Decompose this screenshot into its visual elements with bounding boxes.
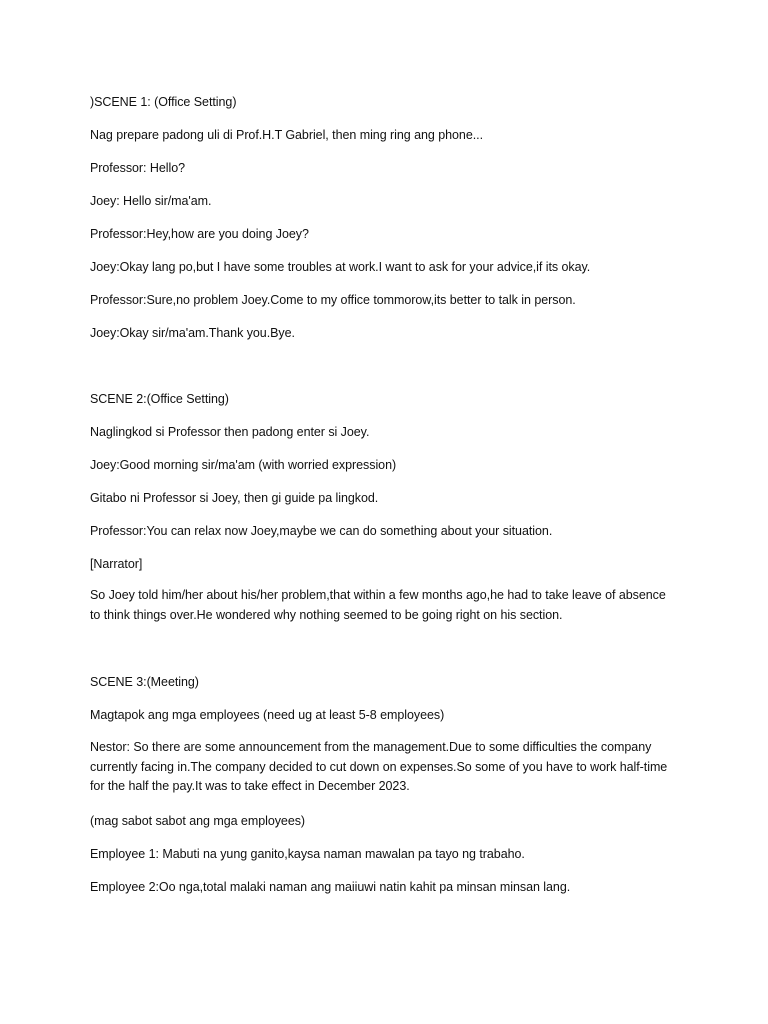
- scene-2-line-4: Professor:You can relax now Joey,maybe we can do something about your situation.: [90, 524, 553, 538]
- scene-2-heading: SCENE 2:(Office Setting): [90, 392, 229, 406]
- scene-3-line-3: (mag sabot sabot ang mga employees): [90, 814, 306, 828]
- scene-3-announcement-paragraph: Nestor: So there are some announcement from the management.Due to some difficulties the company currently facing in.The company decided to cut down on expenses.So some of you have to work half-time for the half the pay.It was to take effect in December 2023.: [90, 740, 668, 793]
- scene-3-line-5: Employee 2:Oo nga,total malaki naman ang maiiuwi natin kahit pa minsan minsan lang.: [90, 880, 571, 894]
- scene-1-line-1: Nag prepare padong uli di Prof.H.T Gabriel, then ming ring ang phone...: [90, 128, 483, 142]
- scene-1-line-6: Professor:Sure,no problem Joey.Come to my office tommorow,its better to talk in person.: [90, 293, 576, 307]
- scene-1-line-7: Joey:Okay sir/ma'am.Thank you.Bye.: [90, 326, 295, 340]
- scene-1-heading: )SCENE 1: (Office Setting): [90, 95, 237, 109]
- scene-1-line-5: Joey:Okay lang po,but I have some troubles at work.I want to ask for your advice,if its okay.: [90, 260, 591, 274]
- scene-2-line-2: Joey:Good morning sir/ma'am (with worried expression): [90, 458, 397, 472]
- scene-2-narrator: [Narrator]: [90, 557, 143, 571]
- scene-1-line-3: Joey: Hello sir/ma'am.: [90, 194, 212, 208]
- scene-2-line-1: Naglingkod si Professor then padong enter si Joey.: [90, 425, 370, 439]
- scene-2-line-3: Gitabo ni Professor si Joey, then gi guide pa lingkod.: [90, 491, 379, 505]
- scene-3-heading: SCENE 3:(Meeting): [90, 675, 199, 689]
- scene-3-line-1: Magtapok ang mga employees (need ug at least 5-8 employees): [90, 708, 445, 722]
- scene-3-line-4: Employee 1: Mabuti na yung ganito,kaysa naman mawalan pa tayo ng trabaho.: [90, 847, 525, 861]
- scene-1-line-2: Professor: Hello?: [90, 161, 186, 175]
- scene-2-narration-paragraph: So Joey told him/her about his/her problem,that within a few months ago,he had to take leave of absence to think things over.He wondered why nothing seemed to be going right on his section.: [90, 588, 666, 622]
- scene-1-line-4: Professor:Hey,how are you doing Joey?: [90, 227, 309, 241]
